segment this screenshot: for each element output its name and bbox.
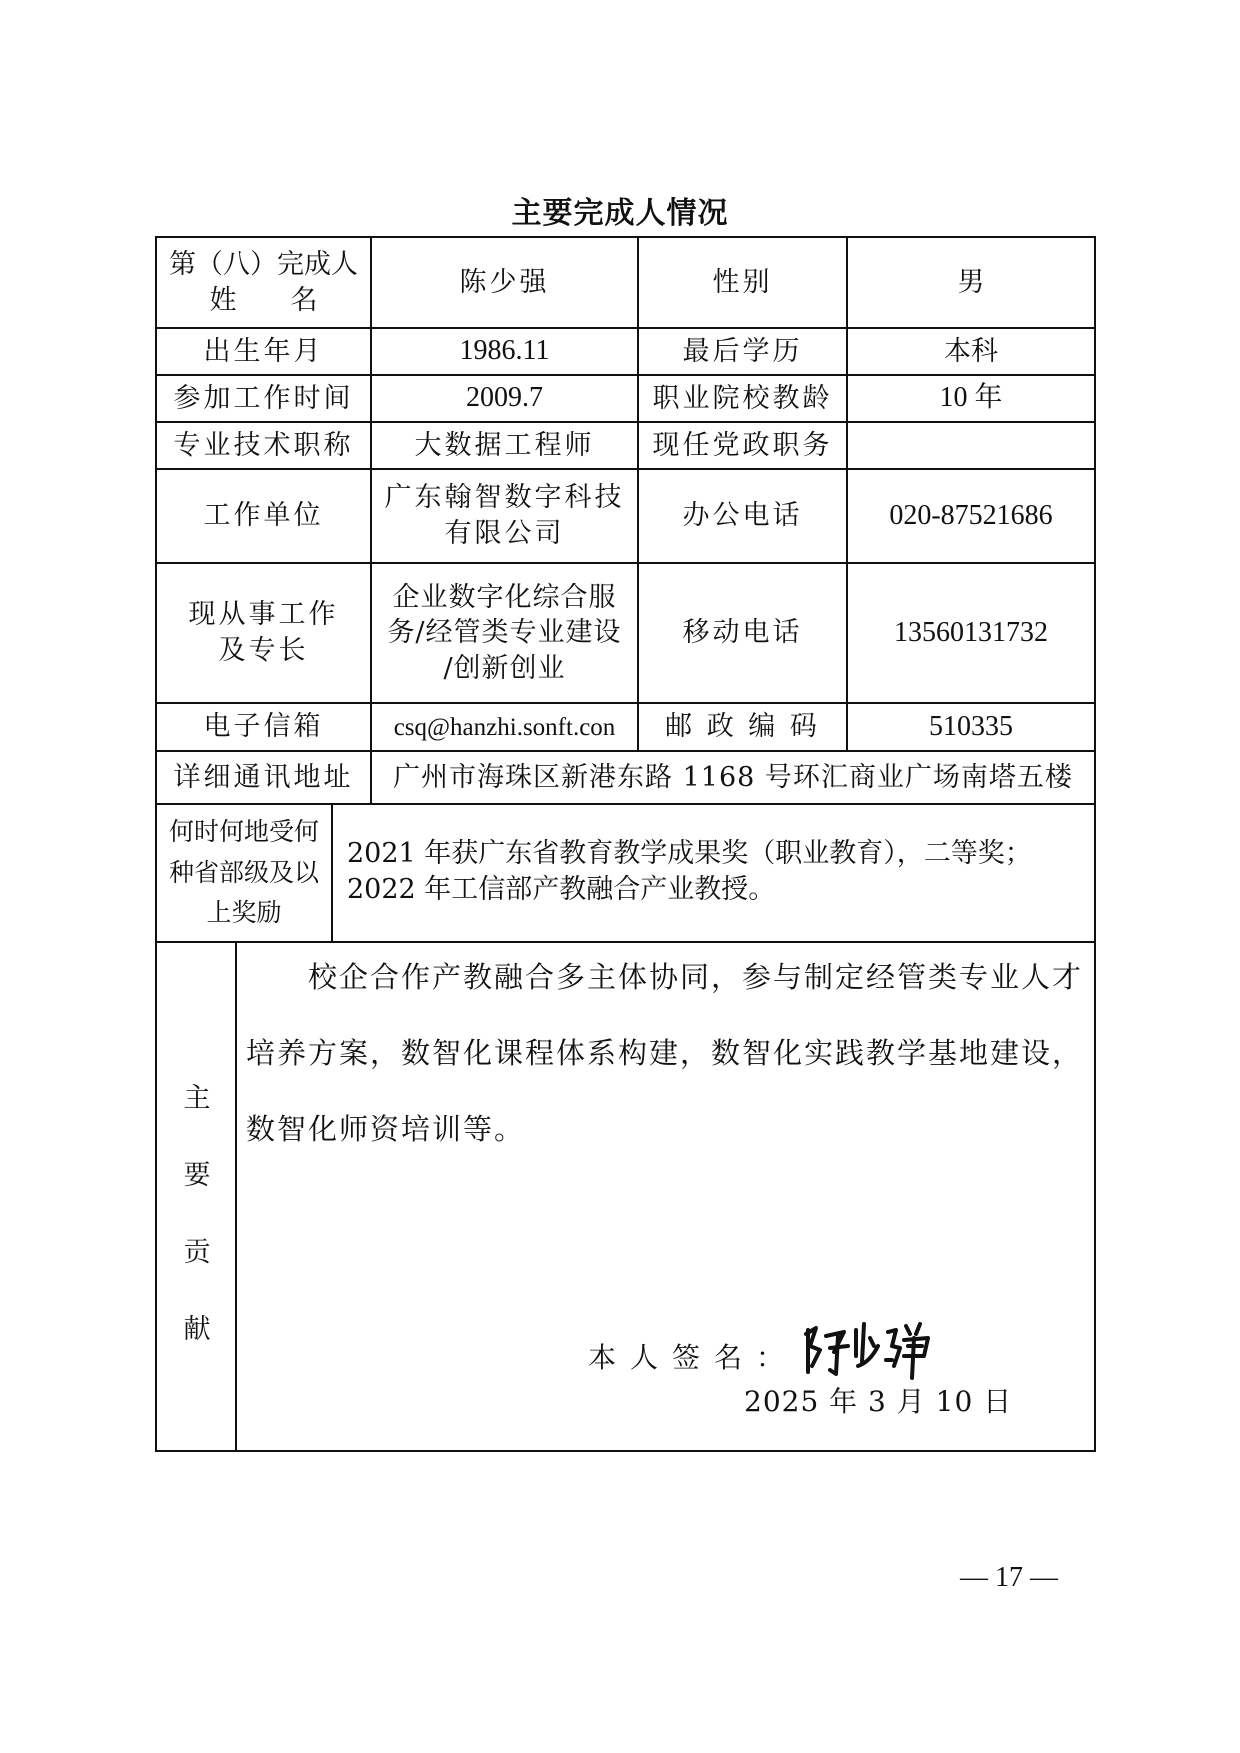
signature-label: 本人签名： <box>588 1341 799 1374</box>
postal-code-label: 邮 政 编 码 <box>665 711 820 743</box>
page-title: 主要完成人情况 <box>511 196 729 231</box>
work-expertise-value-line-3: /创新创业 <box>443 652 566 684</box>
teaching-years-value: 10 年 <box>939 382 1003 414</box>
contribution-label-char: 贡 <box>183 1237 211 1268</box>
contribution-line-1: 校企合作产教融合多主体协同，参与制定经管类专业人才 <box>246 960 1084 994</box>
name-label-cell <box>157 238 370 327</box>
page-number: — 17 — <box>960 1562 1058 1593</box>
awards-label-line-2: 种省部级及以 <box>168 857 319 887</box>
contribution-label <box>157 1060 237 1368</box>
postal-code-value: 510335 <box>929 710 1013 742</box>
name-label-line-1: 第（八）完成人 <box>169 248 358 280</box>
address-value: 广州市海珠区新港东路 1168 号环汇商业广场南塔五楼 <box>393 761 1073 793</box>
work-expertise-label-line-1: 现从事工作 <box>188 599 339 631</box>
gender-value: 男 <box>957 266 985 298</box>
mobile-label: 移动电话 <box>682 617 803 649</box>
name-value: 陈少强 <box>459 266 550 298</box>
employer-label: 工作单位 <box>203 500 324 532</box>
awards-line-1: 2021 年获广东省教育教学成果奖（职业教育），二等奖； <box>347 838 1032 869</box>
party-position-value <box>848 423 1094 468</box>
awards-label-cell <box>157 805 331 941</box>
mobile-value: 13560131732 <box>894 616 1048 648</box>
awards-label-line-3: 上奖励 <box>206 898 282 928</box>
work-expertise-label-line-2: 及专长 <box>218 635 309 666</box>
contribution-label-char: 献 <box>183 1314 211 1345</box>
party-position-label: 现任党政职务 <box>652 429 833 461</box>
contribution-text <box>246 940 1088 1168</box>
employer-value-line-1: 广东翰智数字科技 <box>384 482 625 514</box>
professional-title-value: 大数据工程师 <box>414 429 595 461</box>
awards-value <box>347 836 1077 909</box>
birth-label: 出生年月 <box>203 335 324 367</box>
contribution-label-char: 主 <box>183 1083 211 1114</box>
signature-date: 2025 年 3 月 10 日 <box>744 1385 1013 1418</box>
employer-value-line-2: 有限公司 <box>444 518 565 549</box>
contribution-line-2: 培养方案，数智化课程体系构建，数智化实践教学基地建设， <box>246 1035 1084 1070</box>
email-value: csq@hanzhi.sonft.con <box>393 713 616 741</box>
gender-label: 性别 <box>712 266 773 298</box>
work-expertise-label-cell <box>157 564 370 702</box>
education-value: 本科 <box>944 335 998 367</box>
birth-value: 1986.11 <box>459 335 550 367</box>
work-start-label: 参加工作时间 <box>173 382 354 414</box>
employer-value-cell <box>372 470 637 562</box>
office-phone-value: 020-87521686 <box>889 499 1053 531</box>
professional-title-label: 专业技术职称 <box>173 429 354 461</box>
teaching-years-label: 职业院校教龄 <box>652 382 833 414</box>
awards-line-2: 2022 年工信部产教融合产业教授。 <box>347 874 776 906</box>
work-start-value: 2009.7 <box>466 382 543 414</box>
work-expertise-value-line-2: 务/经管类专业建设 <box>387 617 622 649</box>
handwritten-signature <box>800 1316 940 1386</box>
education-label: 最后学历 <box>682 335 803 367</box>
col-divider <box>331 803 333 941</box>
email-label: 电子信箱 <box>203 711 324 743</box>
contribution-line-3: 数智化师资培训等。 <box>246 1111 526 1146</box>
office-phone-label: 办公电话 <box>682 500 803 532</box>
contribution-label-char: 要 <box>183 1160 211 1191</box>
address-label: 详细通讯地址 <box>173 761 354 793</box>
name-label-line-2: 姓 名 <box>209 284 318 316</box>
awards-label-line-1: 何时何地受何 <box>168 817 319 847</box>
work-expertise-value-line-1: 企业数字化综合服 <box>392 581 617 613</box>
work-expertise-value-cell <box>372 564 637 702</box>
